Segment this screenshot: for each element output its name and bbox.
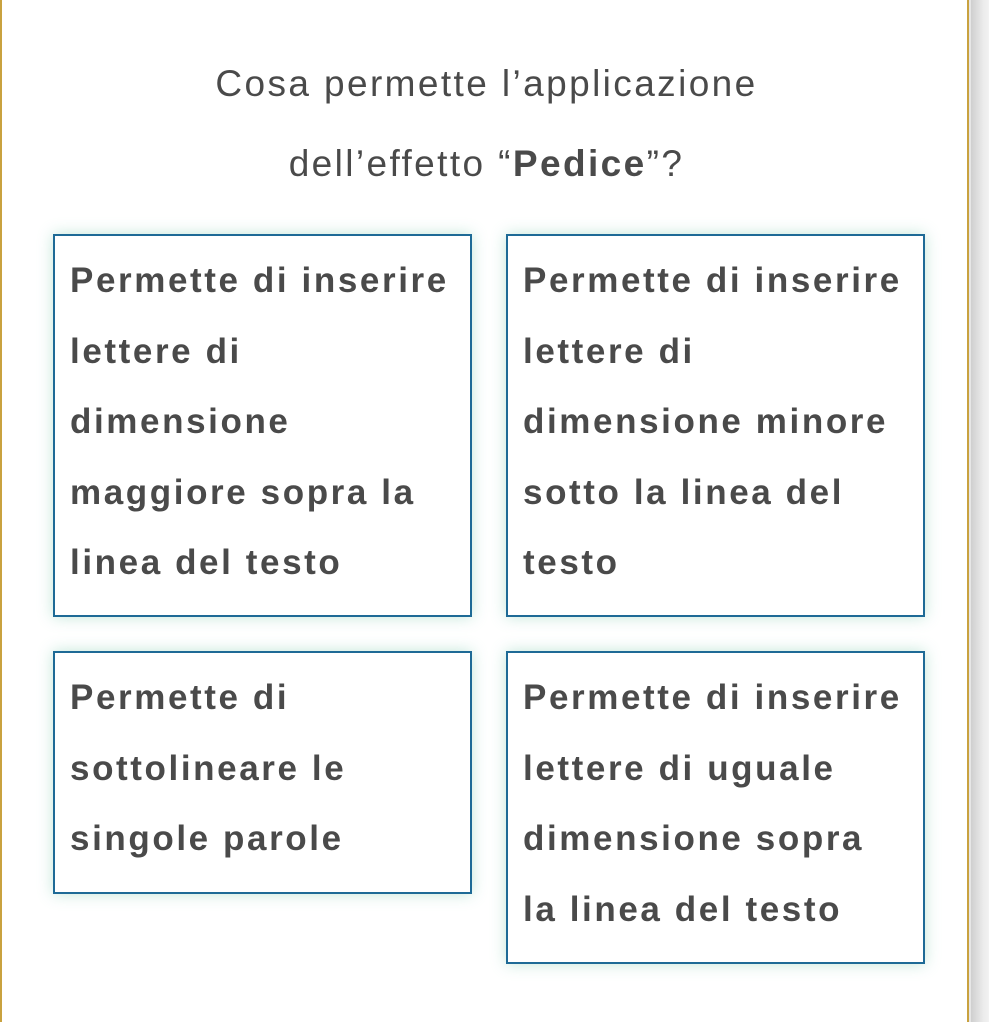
answer-option-3[interactable] (53, 651, 472, 894)
question-line-2 (2, 124, 971, 204)
answer-option-2[interactable] (506, 234, 925, 617)
question-title (2, 44, 971, 204)
answer-option-label: Permette di inserire lettere di dimensione minore sotto la linea del testo (523, 261, 902, 582)
answer-option-1[interactable] (53, 234, 472, 617)
answer-option-label: Permette di inserire lettere di uguale dimensione sopra la linea del testo (523, 678, 902, 929)
answer-option-label: Permette di inserire lettere di dimensione maggiore sopra la linea del testo (70, 261, 449, 582)
page-edge-shadow (971, 0, 989, 1022)
question-line-1: Cosa permette l’applicazione (215, 63, 758, 104)
question-keyword: Pedice (512, 143, 647, 184)
answer-option-4[interactable] (506, 651, 925, 964)
question-line-2-prefix: dell’effetto “ (288, 143, 513, 184)
question-line-2-suffix: ”? (646, 143, 685, 184)
answer-option-label: Permette di sottolineare le singole parole (70, 678, 347, 858)
